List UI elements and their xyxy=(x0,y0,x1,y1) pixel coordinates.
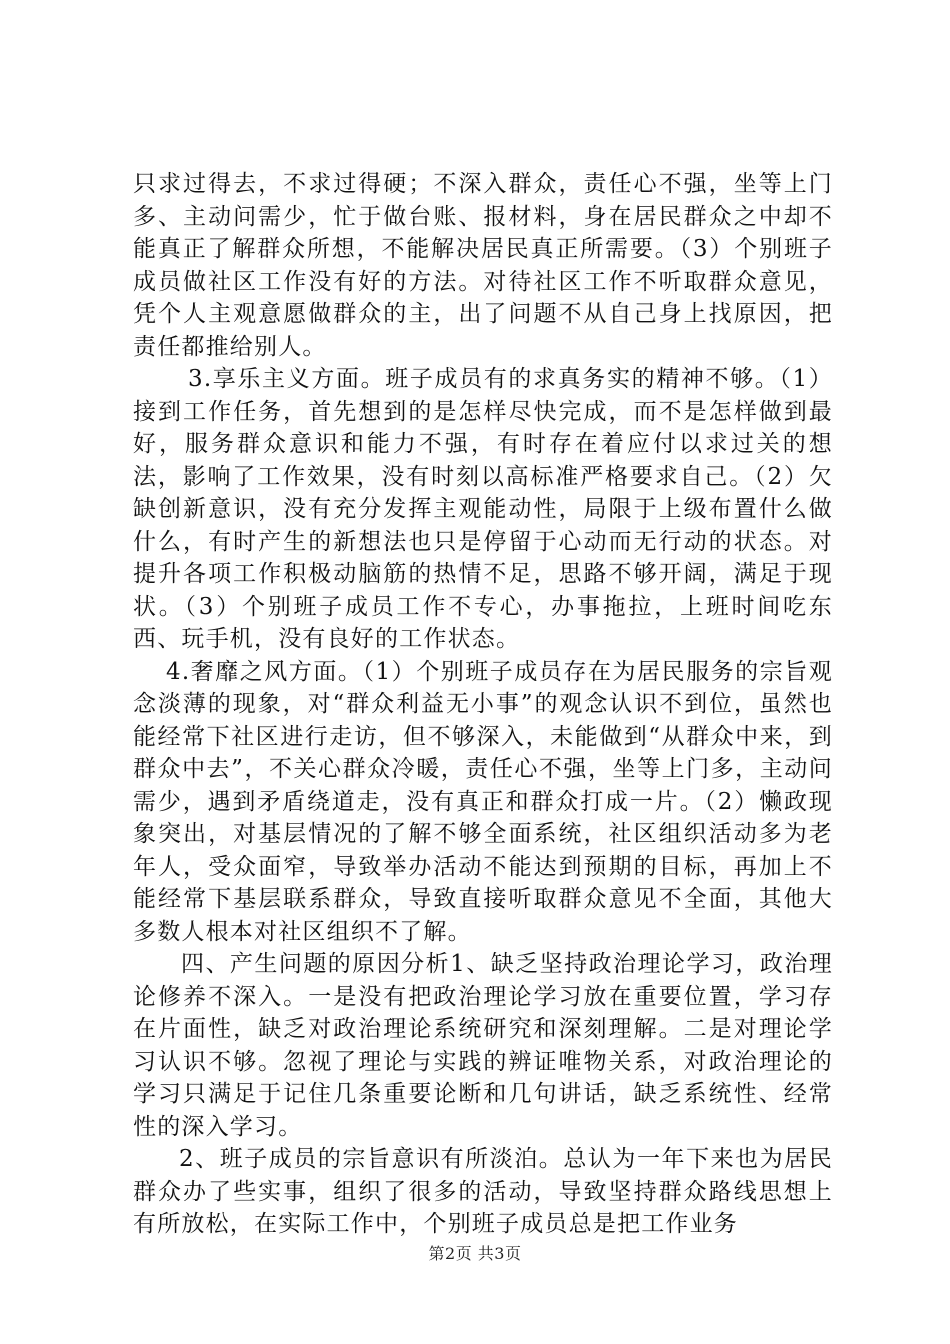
paragraph-purpose-awareness: 2、班子成员的宗旨意识有所淡泊。总认为一年下来也为居民群众办了些实事，组织了很多的活动，导致坚持群众路线思想上有所放松，在实际工作中，个别班子成员总是把工作业务 xyxy=(133,1146,833,1237)
document-body xyxy=(133,168,833,1241)
paragraph-continuation: 只求过得去，不求过得硬；不深入群众，责任心不强，坐等上门多、主动问需少，忙于做台账、报材料，身在居民群众之中却不能真正了解群众所想，不能解决居民真正所需要。（3）个别班子成员做社区工作没有好的方法。对待社区工作不听取群众意见，凭个人主观意愿做群众的主，出了问题不从自己身上找原因，把责任都推给别人。 xyxy=(133,171,833,360)
page-number-footer: 第2页 共3页 xyxy=(428,1244,522,1263)
paragraph-extravagance: 4.奢靡之风方面。（1）个别班子成员存在为居民服务的宗旨观念淡薄的现象，对“群众利益无小事”的观念认识不到位，虽然也能经常下社区进行走访，但不够深入，未能做到“从群众中来，到群众中去”，不关心群众冷暖，责任心不强，坐等上门多，主动问需少，遇到矛盾绕道走，没有真正和群众打成一片。（2）懒政现象突出，对基层情况的了解不够全面系统，社区组织活动多为老年人，受众面窄，导致举办活动不能达到预期的目标，再加上不能经常下基层联系群众，导致直接听取群众意见不全面，其他大多数人根本对社区组织不了解。 xyxy=(133,658,833,945)
paragraph-hedonism: 3.享乐主义方面。班子成员有的求真务实的精神不够。（1）接到工作任务，首先想到的是怎样尽快完成，而不是怎样做到最好，服务群众意识和能力不强，有时存在着应付以求过关的想法，影响了工作效果，没有时刻以高标准严格要求自己。（2）欠缺创新意识，没有充分发挥主观能动性，局限于上级布置什么做什么，有时产生的新想法也只是停留于心动而无行动的状态。对提升各项工作积极动脑筋的热情不足，思路不够开阔，满足于现状。（3）个别班子成员工作不专心，办事拖拉，上班时间吃东西、玩手机，没有良好的工作状态。 xyxy=(133,366,833,652)
paragraph-cause-analysis: 四、产生问题的原因分析1、缺乏坚持政治理论学习，政治理论修养不深入。一是没有把政治理论学习放在重要位置，学习存在片面性，缺乏对政治理论系统研究和深刻理解。二是对理论学习认识不够。忽视了理论与实践的辨证唯物关系，对政治理论的学习只满足于记住几条重要论断和几句讲话，缺乏系统性、经常性的深入学习。 xyxy=(133,951,833,1140)
